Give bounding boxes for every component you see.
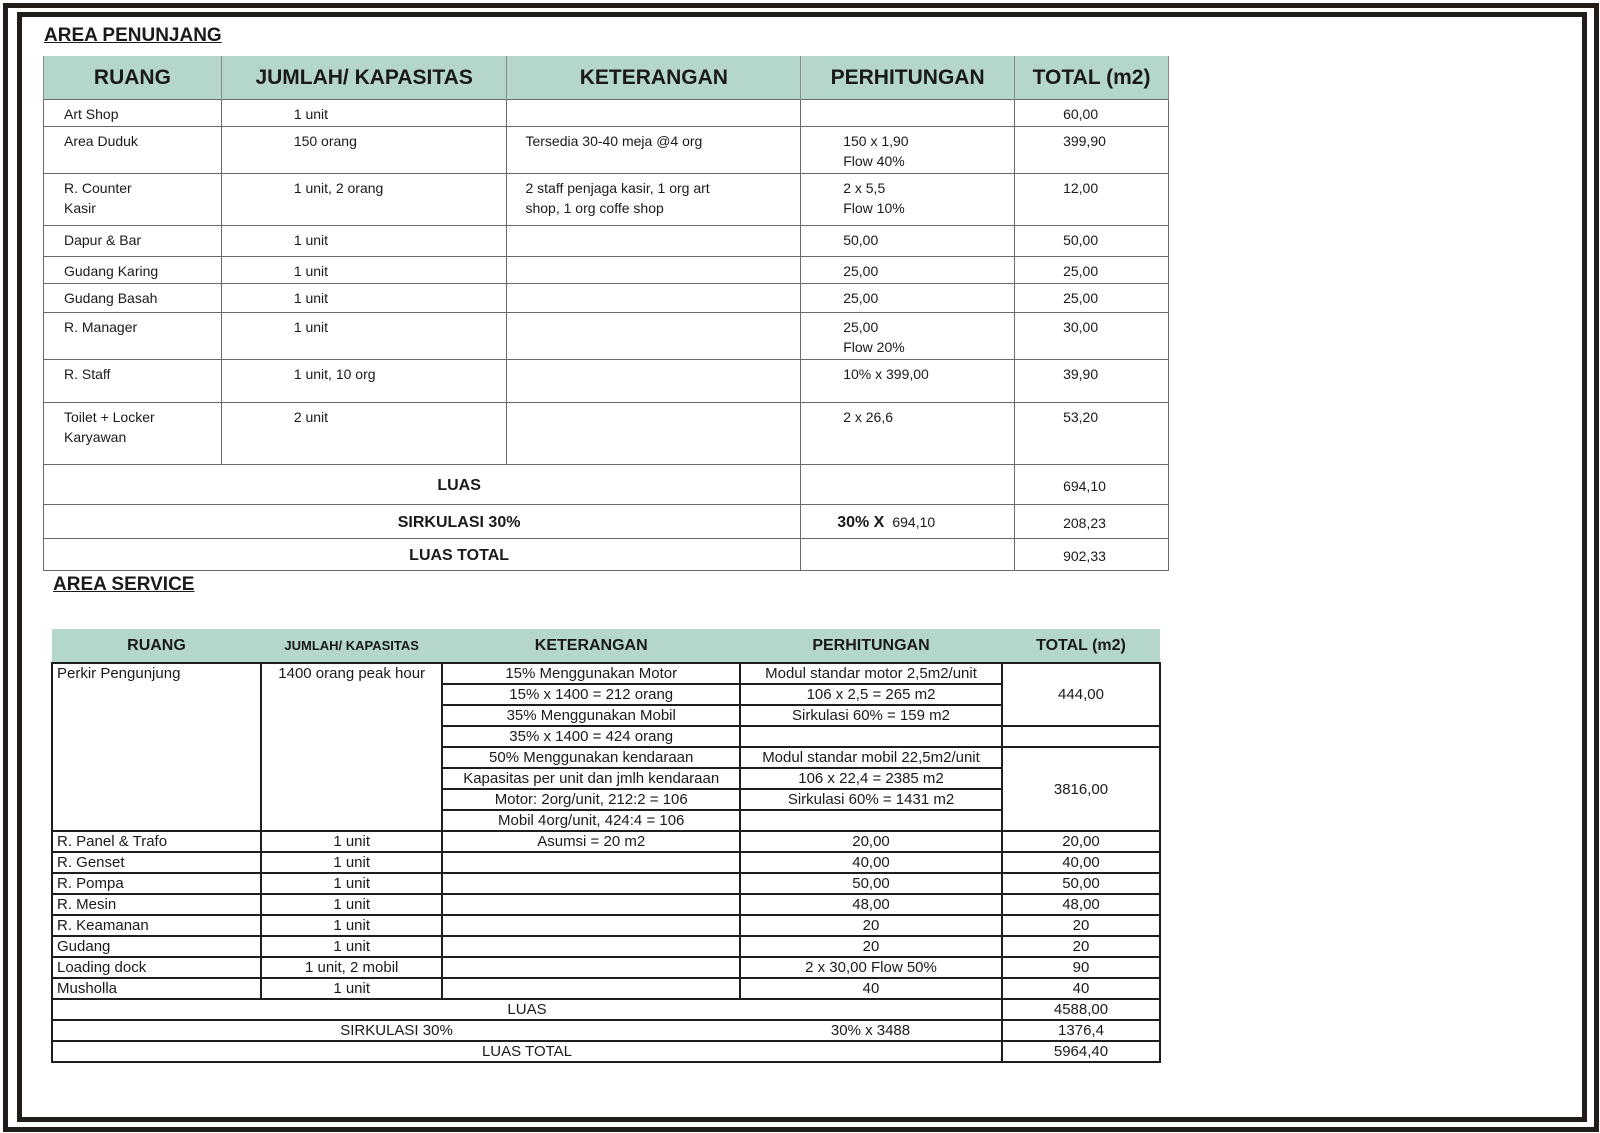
table-row	[44, 127, 1169, 174]
cell-keterangan: Asumsi = 20 m2	[442, 831, 740, 852]
cell-total-mobil: 3816,00	[1002, 747, 1160, 831]
sirkulasi-calc-value: 694,10	[892, 514, 936, 530]
table-row	[52, 915, 1160, 936]
header-row	[52, 629, 1160, 663]
cell-total: 399,90	[1015, 127, 1169, 174]
cell-ruang: R. Pompa	[52, 873, 261, 894]
cell-jumlah: 1 unit	[261, 852, 442, 873]
cell-perhitungan	[740, 726, 1002, 747]
cell-ruang: R. Genset	[52, 852, 261, 873]
cell-perhitungan: 2 x 26,6	[801, 403, 1015, 465]
luas-total-value: 902,33	[1015, 539, 1169, 571]
table-row	[44, 226, 1169, 257]
cell-total: 30,00	[1015, 313, 1169, 360]
cell-jumlah: 1 unit, 10 org	[221, 360, 507, 403]
cell-perhitungan: 106 x 2,5 = 265 m2	[740, 684, 1002, 705]
summary-row-luas	[44, 465, 1169, 505]
luas-total-label: LUAS TOTAL	[52, 1041, 1002, 1062]
cell-ruang: Musholla	[52, 978, 261, 999]
cell-ruang: Gudang Karing	[44, 257, 222, 284]
header-total: TOTAL (m2)	[1002, 629, 1160, 663]
cell-ruang: R. Panel & Trafo	[52, 831, 261, 852]
table-row	[44, 174, 1169, 226]
cell-perhitungan: 50,00	[740, 873, 1002, 894]
section-title-service: AREA SERVICE	[53, 574, 195, 595]
cell-perhitungan: 150 x 1,90 Flow 40%	[801, 127, 1015, 174]
cell-jumlah: 1 unit	[221, 100, 507, 127]
cell-keterangan: Mobil 4org/unit, 424:4 = 106	[442, 810, 740, 831]
cell-ruang: R. Manager	[44, 313, 222, 360]
cell-total: 12,00	[1015, 174, 1169, 226]
cell-keterangan: 15% Menggunakan Motor	[442, 663, 740, 684]
cell-jumlah: 1 unit	[221, 284, 507, 313]
cell-ruang: R. Mesin	[52, 894, 261, 915]
cell-perhitungan: 20,00	[740, 831, 1002, 852]
cell-jumlah: 1400 orang peak hour	[261, 663, 442, 831]
cell-jumlah: 1 unit	[261, 936, 442, 957]
sirkulasi-label: SIRKULASI 30%	[52, 1020, 740, 1041]
cell-keterangan	[442, 852, 740, 873]
table-row	[52, 873, 1160, 894]
section-title-penunjang: AREA PENUNJANG	[44, 25, 222, 46]
header-perhitungan: PERHITUNGAN	[740, 629, 1002, 663]
table-area-service	[51, 629, 1161, 1063]
sirkulasi-calc	[801, 505, 1015, 539]
cell-jumlah: 1 unit	[221, 313, 507, 360]
summary-row-sirkulasi	[52, 1020, 1160, 1041]
cell-total: 25,00	[1015, 257, 1169, 284]
cell-total: 39,90	[1015, 360, 1169, 403]
cell-perhitungan: 40,00	[740, 852, 1002, 873]
cell-keterangan	[507, 403, 801, 465]
cell-keterangan	[442, 957, 740, 978]
cell-perhitungan: 40	[740, 978, 1002, 999]
cell-total: 20	[1002, 936, 1160, 957]
luas-label: LUAS	[44, 465, 801, 505]
table-row	[52, 894, 1160, 915]
cell-ruang: R. Counter Kasir	[44, 174, 222, 226]
cell-total: 50,00	[1015, 226, 1169, 257]
cell-perhitungan: Modul standar motor 2,5m2/unit	[740, 663, 1002, 684]
table-row	[52, 831, 1160, 852]
cell-keterangan	[442, 936, 740, 957]
cell-keterangan: 35% x 1400 = 424 orang	[442, 726, 740, 747]
cell-keterangan: 50% Menggunakan kendaraan	[442, 747, 740, 768]
sirkulasi-total: 1376,4	[1002, 1020, 1160, 1041]
header-jumlah: JUMLAH/ KAPASITAS	[261, 629, 442, 663]
cell-ruang: Toilet + Locker Karyawan	[44, 403, 222, 465]
cell-ruang: Perkir Pengunjung	[52, 663, 261, 831]
cell-keterangan: 2 staff penjaga kasir, 1 org art shop, 1 org coffe shop	[507, 174, 801, 226]
table-row	[44, 257, 1169, 284]
table-row	[44, 313, 1169, 360]
luas-total: 4588,00	[1002, 999, 1160, 1020]
cell-jumlah: 1 unit, 2 orang	[221, 174, 507, 226]
cell-jumlah: 150 orang	[221, 127, 507, 174]
cell-perhitungan: 106 x 22,4 = 2385 m2	[740, 768, 1002, 789]
cell-keterangan: 15% x 1400 = 212 orang	[442, 684, 740, 705]
cell-perhitungan: 25,00	[801, 284, 1015, 313]
cell-perhitungan: 25,00 Flow 20%	[801, 313, 1015, 360]
cell-perhitungan	[801, 100, 1015, 127]
cell-jumlah: 1 unit	[261, 915, 442, 936]
cell-jumlah: 1 unit, 2 mobil	[261, 957, 442, 978]
cell-jumlah: 1 unit	[221, 257, 507, 284]
cell-perhitungan: 48,00	[740, 894, 1002, 915]
cell-perhitungan: 25,00	[801, 257, 1015, 284]
cell-ruang: Dapur & Bar	[44, 226, 222, 257]
header-total: TOTAL (m2)	[1015, 56, 1169, 100]
cell-perhitungan: 10% x 399,00	[801, 360, 1015, 403]
luas-total-value: 5964,40	[1002, 1041, 1160, 1062]
cell-keterangan	[507, 313, 801, 360]
cell-keterangan	[507, 257, 801, 284]
cell-ruang: Gudang Basah	[44, 284, 222, 313]
cell-keterangan: Kapasitas per unit dan jmlh kendaraan	[442, 768, 740, 789]
cell-ruang: R. Keamanan	[52, 915, 261, 936]
cell-keterangan	[507, 226, 801, 257]
cell-jumlah: 1 unit	[261, 894, 442, 915]
header-jumlah: JUMLAH/ KAPASITAS	[221, 56, 507, 100]
luas-total-calc	[801, 539, 1015, 571]
cell-keterangan: Tersedia 30-40 meja @4 org	[507, 127, 801, 174]
cell-perhitungan: 20	[740, 936, 1002, 957]
cell-perhitungan: 20	[740, 915, 1002, 936]
cell-perhitungan: 50,00	[801, 226, 1015, 257]
summary-row-luas	[52, 999, 1160, 1020]
cell-perhitungan: 2 x 5,5 Flow 10%	[801, 174, 1015, 226]
luas-total: 694,10	[1015, 465, 1169, 505]
cell-ruang: R. Staff	[44, 360, 222, 403]
cell-keterangan: Motor: 2org/unit, 212:2 = 106	[442, 789, 740, 810]
header-ruang: RUANG	[44, 56, 222, 100]
cell-perhitungan: Modul standar mobil 22,5m2/unit	[740, 747, 1002, 768]
cell-ruang: Loading dock	[52, 957, 261, 978]
cell-total: 40	[1002, 978, 1160, 999]
cell-ruang: Gudang	[52, 936, 261, 957]
table-row	[52, 957, 1160, 978]
cell-total: 50,00	[1002, 873, 1160, 894]
cell-keterangan	[442, 873, 740, 894]
summary-row-luas-total	[52, 1041, 1160, 1062]
luas-total-label: LUAS TOTAL	[44, 539, 801, 571]
cell-jumlah: 1 unit	[261, 978, 442, 999]
cell-total: 25,00	[1015, 284, 1169, 313]
cell-keterangan	[507, 100, 801, 127]
cell-perhitungan: Sirkulasi 60% = 1431 m2	[740, 789, 1002, 810]
header-row	[44, 56, 1169, 100]
header-perhitungan: PERHITUNGAN	[801, 56, 1015, 100]
cell-keterangan	[442, 978, 740, 999]
cell-jumlah: 2 unit	[221, 403, 507, 465]
cell-keterangan	[442, 915, 740, 936]
cell-total-motor: 444,00	[1002, 663, 1160, 726]
cell-keterangan: 35% Menggunakan Mobil	[442, 705, 740, 726]
cell-keterangan	[507, 284, 801, 313]
table-row	[44, 403, 1169, 465]
luas-calc	[801, 465, 1015, 505]
cell-ruang: Art Shop	[44, 100, 222, 127]
cell-ruang: Area Duduk	[44, 127, 222, 174]
luas-label: LUAS	[52, 999, 1002, 1020]
cell-total: 60,00	[1015, 100, 1169, 127]
summary-row-luas-total	[44, 539, 1169, 571]
cell-keterangan	[507, 360, 801, 403]
table-row	[52, 978, 1160, 999]
cell-perhitungan: 2 x 30,00 Flow 50%	[740, 957, 1002, 978]
table-row	[52, 852, 1160, 873]
table-area-penunjang	[43, 56, 1169, 571]
cell-total: 40,00	[1002, 852, 1160, 873]
cell-total: 90	[1002, 957, 1160, 978]
table-row	[44, 100, 1169, 127]
cell-perhitungan	[740, 810, 1002, 831]
cell-total: 20,00	[1002, 831, 1160, 852]
header-ruang: RUANG	[52, 629, 261, 663]
header-keterangan: KETERANGAN	[507, 56, 801, 100]
sirkulasi-calc: 30% x 3488	[740, 1020, 1002, 1041]
sirkulasi-calc-bold: 30% X	[837, 514, 885, 531]
sirkulasi-total: 208,23	[1015, 505, 1169, 539]
cell-total: 48,00	[1002, 894, 1160, 915]
table-row	[44, 360, 1169, 403]
table-row	[52, 663, 1160, 684]
cell-jumlah: 1 unit	[261, 831, 442, 852]
cell-jumlah: 1 unit	[261, 873, 442, 894]
sirkulasi-label: SIRKULASI 30%	[44, 505, 801, 539]
summary-row-sirkulasi	[44, 505, 1169, 539]
cell-total: 20	[1002, 915, 1160, 936]
table-row	[44, 284, 1169, 313]
cell-keterangan	[442, 894, 740, 915]
cell-jumlah: 1 unit	[221, 226, 507, 257]
cell-total: 53,20	[1015, 403, 1169, 465]
cell-total-empty	[1002, 726, 1160, 747]
header-keterangan: KETERANGAN	[442, 629, 740, 663]
table-row	[52, 936, 1160, 957]
cell-perhitungan: Sirkulasi 60% = 159 m2	[740, 705, 1002, 726]
